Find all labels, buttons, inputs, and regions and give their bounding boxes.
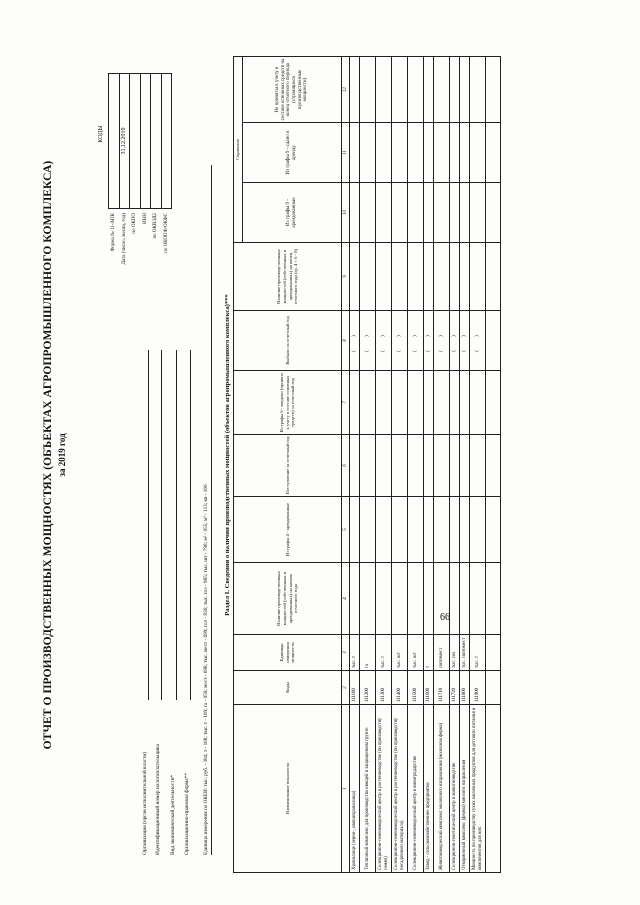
blank-cell [486,243,501,311]
codes-header: КОДЫ [98,125,104,143]
column-number: 7 [342,371,350,435]
codes-table [108,73,172,310]
value-cell [376,243,392,311]
codes-value [130,74,141,209]
codes-value [140,74,151,209]
row-name: Селекционно-генетический центр в животноводстве [450,705,460,873]
blank-cell [486,671,501,705]
row-unit: тыс. т [350,635,360,671]
header-commissioned: Из графы 6 - введено (принято к учету в составе основных средств) за отчетный год [234,371,342,435]
column-number: 2 [342,671,350,705]
value-cell [450,57,460,123]
header-capacity-end: Наличие производственных мощностей (собственных и арендованных) на конец отчетного года (гр. 4 + 6 - 8) [234,243,342,311]
header-codes: Коды [234,671,342,705]
value-cell [360,243,376,311]
value-cell [408,57,424,123]
row-unit: га [360,635,376,671]
blank-cell [486,563,501,635]
blank-cell [486,371,501,435]
document-subtitle: за 2019 год [57,433,67,477]
row-code: 111200 [360,671,376,705]
parenthesis-cell: ( ) [424,311,434,371]
row-unit: тыс. т [376,635,392,671]
value-cell [350,123,360,183]
header-retired: Выбыло за отчетный год [234,311,342,371]
value-cell [434,57,450,123]
blank-cell [486,635,501,671]
value-cell [460,371,470,435]
legal-form-field-line [190,350,191,700]
codes-label: Форма № 11-АПК [111,213,117,252]
value-cell [408,123,424,183]
value-cell [360,435,376,497]
column-number: 6 [342,435,350,497]
codes-value [109,74,120,209]
value-cell [392,183,408,243]
header-rented-out: Из графы 9 - сдано в аренду [243,123,342,183]
value-cell [424,183,434,243]
column-number: 12 [342,57,350,123]
inn-field-label: Идентификационный номер налогоплательщика [155,743,161,855]
value-cell [350,435,360,497]
row-unit: тыс. шт [392,635,408,671]
value-cell [424,243,434,311]
row-code: 111400 [392,671,408,705]
row-name: Селекционно-семеноводческий центр в растениеводстве (по производству посадочного материала) [392,705,408,873]
value-cell [360,497,376,563]
value-cell [408,497,424,563]
value-cell [408,243,424,311]
value-cell [434,435,450,497]
value-cell [360,563,376,635]
value-cell [450,497,460,563]
section-title: Раздел I. Сведения о наличии производственных мощностей (объектов агропромышленного комплекса)*** [224,294,231,616]
value-cell [376,123,392,183]
value-cell [392,435,408,497]
value-cell [450,243,460,311]
legal-form-field-label: Организационно-правовая форма** [184,772,190,855]
table-row [350,57,360,873]
blank-cell [486,183,501,243]
header-reference-group: Справочно [234,57,243,243]
row-unit: скотомест [434,635,450,671]
value-cell [424,57,434,123]
table-row [450,57,460,873]
activity-field-label: Вид экономической деятельности* [170,774,176,855]
column-number: 4 [342,563,350,635]
value-cell [392,243,408,311]
value-cell [450,183,460,243]
blank-cell [486,705,501,873]
row-code: 111710 [434,671,450,705]
codes-label: ИНН [142,213,148,224]
row-unit: тыс. скотомест [460,635,470,671]
row-code: 111300 [376,671,392,705]
table-row [470,57,486,873]
value-cell [350,183,360,243]
value-cell [470,497,486,563]
value-cell [460,497,470,563]
value-cell [450,123,460,183]
header-leased-end: Из графы 9 - арендованные [243,183,342,243]
value-cell [434,243,450,311]
row-code: 111100 [350,671,360,705]
blank-cell [486,435,501,497]
value-cell [434,497,450,563]
header-indicator-name: Наименование показателя [234,705,342,873]
value-cell [424,371,434,435]
units-line [203,165,209,855]
value-cell [392,123,408,183]
value-cell [376,371,392,435]
value-cell [376,435,392,497]
value-cell [434,371,450,435]
value-cell [392,497,408,563]
column-number: 9 [342,243,350,311]
row-unit: тыс. гол [450,635,460,671]
row-unit: т [424,635,434,671]
parenthesis-cell: ( ) [450,311,460,371]
units-rule [211,165,212,855]
value-cell [470,371,486,435]
inn-field-line [161,350,162,700]
value-cell [408,435,424,497]
row-name: Селекционно-семеноводческий центр в растениеводстве (по производству семян) [376,705,392,873]
value-cell [470,435,486,497]
parenthesis-cell: ( ) [460,311,470,371]
value-cell [434,183,450,243]
value-cell [470,123,486,183]
table-row [408,57,424,873]
codes-value [161,74,172,209]
value-cell [392,371,408,435]
value-cell [350,563,360,635]
value-cell [450,435,460,497]
value-cell [460,183,470,243]
table-row [392,57,408,873]
row-name: Откормочный комплекс (ферма) мясного направления [460,705,470,873]
org-field-line [148,350,149,700]
column-number: 5 [342,497,350,563]
parenthesis-cell: ( ) [434,311,450,371]
value-cell [360,57,376,123]
parenthesis-cell: ( ) [470,311,486,371]
parenthesis-cell: ( ) [360,311,376,371]
value-cell [434,563,450,635]
value-cell [408,563,424,635]
value-cell [470,183,486,243]
header-under-construction: Не приняты к учету в составе основных средств на конец отчетного периода (строящиеся производственные мощности) [243,57,342,123]
value-cell [460,563,470,635]
value-cell [350,243,360,311]
codes-label: по ОКПО [132,213,138,234]
value-cell [360,123,376,183]
value-cell [408,183,424,243]
header-received: Поступление за отчетный год [234,435,342,497]
value-cell [360,371,376,435]
blank-cell [486,57,501,123]
header-units: Единицы измерения мощности [234,635,342,671]
value-cell [376,497,392,563]
codes-value: 31.12.2019 [119,74,130,209]
value-cell [424,123,434,183]
row-name: Животноводческий комплекс молочного направления (молочная ферма) [434,705,450,873]
codes-label: по ОКВЭД2 [153,213,159,239]
row-code: 111720 [450,671,460,705]
table-row [460,57,470,873]
codes-value [151,74,162,209]
value-cell [450,371,460,435]
table-row [434,57,450,873]
value-cell [460,123,470,183]
value-cell [408,371,424,435]
row-name: Завод - сельскохозяйственное предприятие [424,705,434,873]
value-cell [392,57,408,123]
parenthesis-cell: ( ) [376,311,392,371]
codes-label: Дата (число, месяц, год) [121,213,127,265]
page-number: 66 [440,612,450,623]
row-code: 111500 [408,671,424,705]
table-row [360,57,376,873]
column-number: 10 [342,183,350,243]
codes-label: по ОКОПФ/ОКФС [163,213,169,253]
header-capacity-start: Наличие производственных мощностей (собственных и арендованных) на начало отчетного года [234,563,342,635]
row-unit: тыс. шт [408,635,424,671]
value-cell [376,183,392,243]
blank-cell [486,497,501,563]
value-cell [424,497,434,563]
column-number: 3 [342,635,350,671]
value-cell [434,123,450,183]
units-label: Единица измерения по ОКЕИ: [203,787,209,855]
parenthesis-cell: ( ) [350,311,360,371]
value-cell [470,563,486,635]
column-number: 11 [342,123,350,183]
value-cell [350,497,360,563]
org-field-label: Организация (орган исполнительной власти) [142,751,148,855]
value-cell [470,57,486,123]
document-title: ОТЧЕТ О ПРОИЗВОДСТВЕННЫХ МОЩНОСТЯХ (ОБЪЕКТАХ АГРОПРОМЫШЛЕННОГО КОМПЛЕКСА) [42,160,54,750]
value-cell [460,57,470,123]
value-cell [424,435,434,497]
row-name: Мощность по производству сухих молочных продуктов для детского питания и компонентов для них [470,705,486,873]
table-row [376,57,392,873]
value-cell [376,563,392,635]
row-name: Хранилище (зерно-, овощехранилища) [350,705,360,873]
row-code: 111800 [460,671,470,705]
row-name: Тепличный комплекс для производства овощей в защищенном грунте [360,705,376,873]
blank-cell [486,311,501,371]
value-cell [392,563,408,635]
value-cell [470,243,486,311]
value-cell [350,57,360,123]
row-code: 111600 [424,671,434,705]
table-row [424,57,434,873]
activity-field-line [176,350,177,700]
parenthesis-cell: ( ) [408,311,424,371]
value-cell [376,57,392,123]
value-cell [360,183,376,243]
row-unit: тыс. т [470,635,486,671]
value-cell [460,243,470,311]
value-cell [350,371,360,435]
row-name: Селекционно-семеноводческий центр в виноградарстве [408,705,424,873]
header-leased-start: Из графы 4 - арендованные [234,497,342,563]
blank-cell [486,123,501,183]
value-cell [450,563,460,635]
value-cell [424,563,434,635]
capacity-table [233,56,501,873]
row-code: 111900 [470,671,486,705]
column-number: 8 [342,311,350,371]
column-number: 1 [342,705,350,873]
value-cell [460,435,470,497]
parenthesis-cell: ( ) [392,311,408,371]
units-text: тыс. руб. - 384; т - 168; тыс. т - 169; га - 059; мест - 698; тыс. мест - 699; гол - 836; тыс. гол - 985; тыс. шт - 798; м² - 055; м³ - 113; кв - 166 [203,484,209,787]
